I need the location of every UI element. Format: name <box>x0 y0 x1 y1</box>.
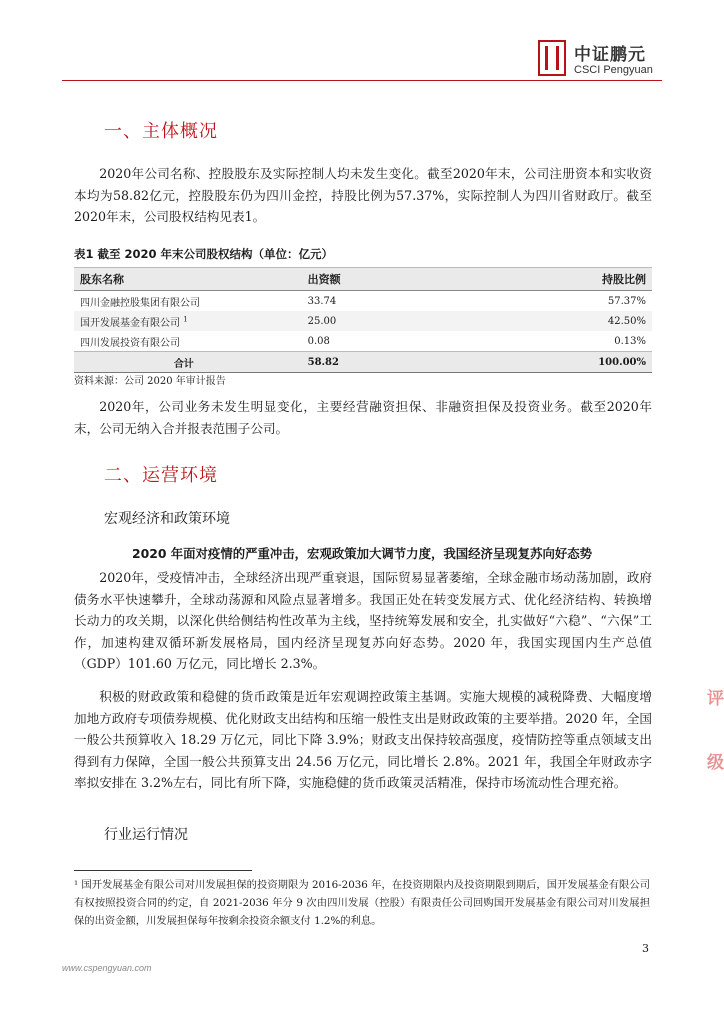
amount-cell: 25.00 <box>294 311 467 331</box>
logo-chinese-name: 中证鹏元 <box>574 45 646 65</box>
shareholder-name: 四川金融控股集团有限公司 <box>80 297 200 309</box>
footer-url[interactable]: www.cspengyuan.com <box>62 963 152 973</box>
ratio-cell: 42.50% <box>467 311 652 331</box>
amount-cell: 0.08 <box>307 335 330 347</box>
shareholder-name: 四川发展投资有限公司 <box>80 337 180 349</box>
logo-english-name: CSCI Pengyuan <box>574 64 653 76</box>
stamp-fragment: 级 <box>707 753 724 772</box>
amount-cell: 33.74 <box>307 295 337 307</box>
equity-structure-table <box>74 267 652 373</box>
header-amount: 出资额 <box>294 268 467 291</box>
stamp-fragment: 评 <box>707 689 724 708</box>
total-amount: 58.82 <box>294 352 467 373</box>
ratio-cell: 0.13% <box>614 335 646 347</box>
total-label: 合计 <box>74 352 294 373</box>
header-ratio: 持股比例 <box>467 268 652 291</box>
table-row <box>74 331 652 352</box>
footnote-rule <box>74 870 252 871</box>
page-number: 3 <box>642 942 649 955</box>
key-finding-heading: 2020 年面对疫情的严重冲击，宏观政策加大调节力度，我国经济呈现复苏向好态势 <box>131 546 593 561</box>
table-caption: 表1 截至 2020 年末公司股权结构（单位：亿元） <box>74 247 334 261</box>
section1-paragraph-1: 2020年公司名称、控股股东及实际控制人均未发生变化。截至2020年末，公司注册资本和实收资本均为58.82亿元，控股股东仍为四川金控，持股比例为57.37%，实际控制人为四川省财政厅。截至2020年末，公司股权结构见表1。 <box>74 166 652 224</box>
section2-paragraph-1: 2020年，受疫情冲击，全球经济出现严重衰退，国际贸易显著萎缩，全球金融市场动荡加剧，政府债务水平快速攀升，全球动荡源和风险点显著增多。我国正处在转变发展方式、优化经济结构、转换增长动力的攻关期，以深化供给侧结构性改革为主线，坚持统筹发展和安全，扎实做好“六稳”、“六保”工作，加速构建双循环新发展格局，国内经济呈现复苏向好态势。2020 年，我国实现国内生产总值（GDP）101.60 万亿元，同比增长 2.3%。 <box>74 570 652 671</box>
footnote-text: ¹ 国开发展基金有限公司对川发展担保的投资期限为 2016-2036 年，在投资期限内及投资期限到期后，国开发展基金有限公司有权按照投资合同的约定，自 2021-2036 年分 9 次由四川发展（控股）有限责任公司回购国开发展基金有限公司对川发展担保的出资金额，川发展担保每年按剩余投资余额支付 1.2%的利息。 <box>74 879 650 927</box>
ratio-cell: 57.37% <box>607 295 646 307</box>
header-shareholder: 股东名称 <box>74 268 294 291</box>
section1-paragraph-2: 2020年，公司业务未发生明显变化，主要经营融资担保、非融资担保及投资业务。截至2020年末，公司无纳入合并报表范围子公司。 <box>74 399 652 436</box>
shareholder-name: 国开发展基金有限公司 $^1$ <box>74 311 294 331</box>
subsection-industry-title: 行业运行情况 <box>104 827 188 843</box>
table-source-note: 资料来源：公司 2020 年审计报告 <box>74 376 226 387</box>
table-row <box>74 291 652 312</box>
footnote-ref[interactable]: 1 <box>183 315 188 324</box>
section2-title: 二、运营环境 <box>104 465 218 486</box>
company-logo <box>538 40 670 78</box>
table-header-row <box>74 268 652 291</box>
total-ratio: 100.00% <box>467 352 652 373</box>
table-total-row <box>74 352 652 373</box>
logo-seal-icon <box>538 40 566 76</box>
header-rule <box>62 80 662 81</box>
subsection-macro-title: 宏观经济和政策环境 <box>104 511 230 527</box>
section1-title: 一、主体概况 <box>104 121 218 142</box>
section2-paragraph-2: 积极的财政政策和稳健的货币政策是近年宏观调控政策主基调。实施大规模的减税降费、大幅度增加地方政府专项债券规模、优化财政支出结构和压缩一般性支出是财政政策的主要举措。2020 年，全国一般公共预算收入 18.29 万亿元，同比下降 3.9%；财政支出保持较高强度，疫情防控等重点领域支出得到有力保障，全国一般公共预算支出 24.56 万亿元，同比增长 2.8%。2021 年，我国全年财政赤字率拟安排在 3.2%左右，同比有所下降，实施稳健的货币政策灵活精准，保持市场流动性合理充裕。 <box>74 689 652 790</box>
table-row <box>74 311 652 331</box>
